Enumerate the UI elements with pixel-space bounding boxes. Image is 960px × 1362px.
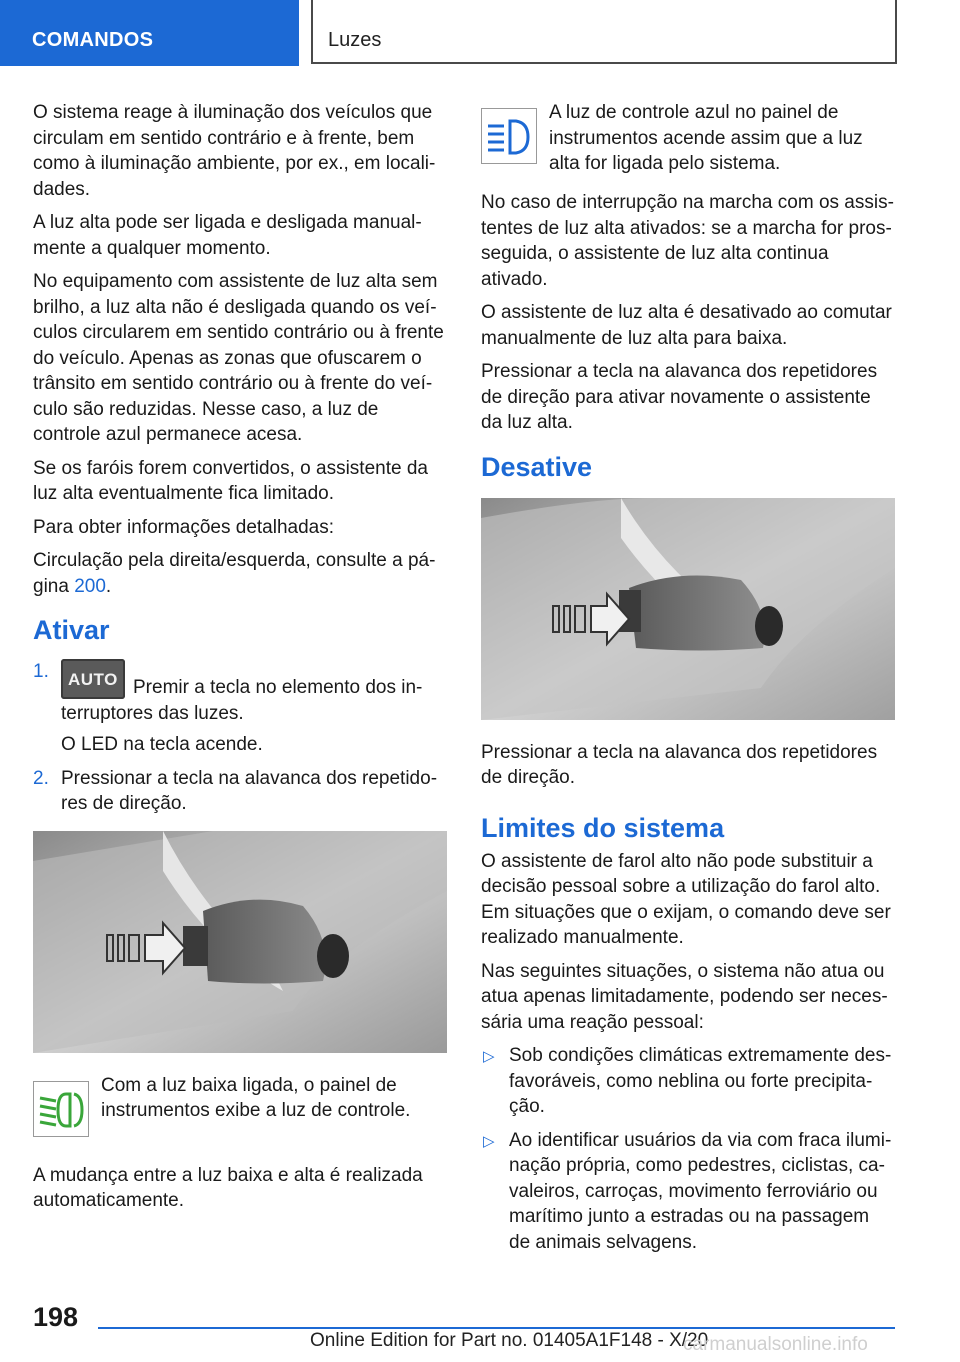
step-number: 1. xyxy=(33,661,49,682)
paragraph: Nas seguintes situações, o sistema não atua ou atua apenas limitadamente, podendo ser necessária uma reação pessoal: xyxy=(481,960,888,1033)
low-beam-note xyxy=(33,1073,447,1153)
triangle-right-icon: ▷ xyxy=(483,1132,495,1150)
note-text: Com a luz baixa ligada, o painel de instrumentos exibe a luz de controle. xyxy=(101,1074,411,1121)
note-text: A luz de controle azul no painel de instrumentos acende assim que a luz alta for ligada pelo sistema. xyxy=(549,102,863,174)
step-1-result xyxy=(33,732,447,758)
paragraph: Pressionar a tecla na alavanca dos repetidores de direção para ativar novamente o assistente da luz alta. xyxy=(481,361,878,433)
heading-desative: Desative xyxy=(481,451,593,482)
footer-edition: Online Edition for Part no. 01405A1F148 - X/20 xyxy=(310,1330,709,1351)
list-item xyxy=(481,1043,895,1120)
turn-signal-lever-photo xyxy=(33,831,447,1053)
paragraph: A luz alta pode ser ligada e desligada manualmente a qualquer momento. xyxy=(33,212,422,259)
bullet-text: Sob condições climáticas extremamente desfavoráveis, como neblina ou forte precipitação. xyxy=(509,1045,892,1117)
paragraph: No equipamento com assistente de luz alta sem brilho, a luz alta não é desligada quando os veículos circularem em sentido contrário ou à frente do veículo. Apenas as zonas que ofuscarem o trânsito em sentido contrário ou à frente do veículo são reduzidas. Nesse caso, a luz de controle azul permanece acesa. xyxy=(33,271,444,445)
footer-divider xyxy=(98,1327,895,1329)
paragraph-page-ref xyxy=(33,548,447,599)
step-text: Pressionar a tecla na alavanca dos repetidores de direção. xyxy=(61,767,438,814)
step-number: 2. xyxy=(33,767,49,789)
watermark-text: carmanualsonline.info xyxy=(683,1334,868,1355)
paragraph: Se os faróis forem convertidos, o assistente da luz alta eventualmente fica limitado. xyxy=(33,457,428,504)
paragraph: Pressionar a tecla na alavanca dos repetidores de direção. xyxy=(481,741,878,788)
auto-button-icon xyxy=(61,659,125,699)
header-section-label: COMANDOS xyxy=(32,29,154,51)
turn-signal-lever-photo xyxy=(481,498,895,720)
high-beam-note xyxy=(481,100,895,180)
header-chapter-box xyxy=(311,0,897,64)
page-ref-link[interactable]: 200 xyxy=(74,575,106,597)
paragraph: O assistente de luz alta é desativado ao comutar manualmente de luz alta para baixa. xyxy=(481,302,892,349)
heading-ativar: Ativar xyxy=(33,615,110,645)
header-chapter-label: Luzes xyxy=(328,29,382,51)
left-column xyxy=(33,100,447,1222)
step-text: Premir a tecla no elemento dos interruptores das luzes. xyxy=(61,677,423,724)
heading-limites: Limites do sistema xyxy=(481,812,725,843)
paragraph: A mudança entre a luz baixa e alta é realizada automaticamente. xyxy=(33,1164,423,1211)
paragraph: No caso de interrupção na marcha com os assistentes de luz alta ativados: se a marcha for prosseguida, o assistente de luz alta continua ativado. xyxy=(481,192,894,290)
triangle-right-icon: ▷ xyxy=(483,1048,495,1065)
step-subtext: O LED na tecla acende. xyxy=(61,734,263,755)
page-ref-end: . xyxy=(105,575,112,597)
bullet-text: Ao identificar usuários da via com fraca iluminação própria, como pedestres, ciclistas, cavaleiros, carroças, movimento ferroviário ou marítimo junto a estradas ou na passagem de animais selvagens. xyxy=(509,1129,892,1253)
right-column xyxy=(481,100,895,1263)
step-2 xyxy=(33,766,447,817)
header-section-tab xyxy=(0,0,299,66)
paragraph: O assistente de farol alto não pode substituir a decisão pessoal sobre a utilização do farol alto. Em situações que o exijam, o comando deve ser realizado manualmente. xyxy=(481,850,891,948)
low-beam-indicator-icon xyxy=(33,1081,89,1137)
step-1 xyxy=(33,659,447,726)
paragraph: O sistema reage à iluminação dos veículos que circulam em sentido contrário e à frente, bem como à iluminação ambiente, por ex., em localidades. xyxy=(33,102,436,200)
list-item xyxy=(481,1128,895,1256)
auto-button-label: AUTO xyxy=(68,670,118,689)
page-ref-text: Circulação pela direita/esquerda, consulte a página xyxy=(33,550,436,597)
page-number: 198 xyxy=(33,1302,79,1332)
high-beam-indicator-icon xyxy=(481,108,537,164)
paragraph: Para obter informações detalhadas: xyxy=(33,516,335,538)
